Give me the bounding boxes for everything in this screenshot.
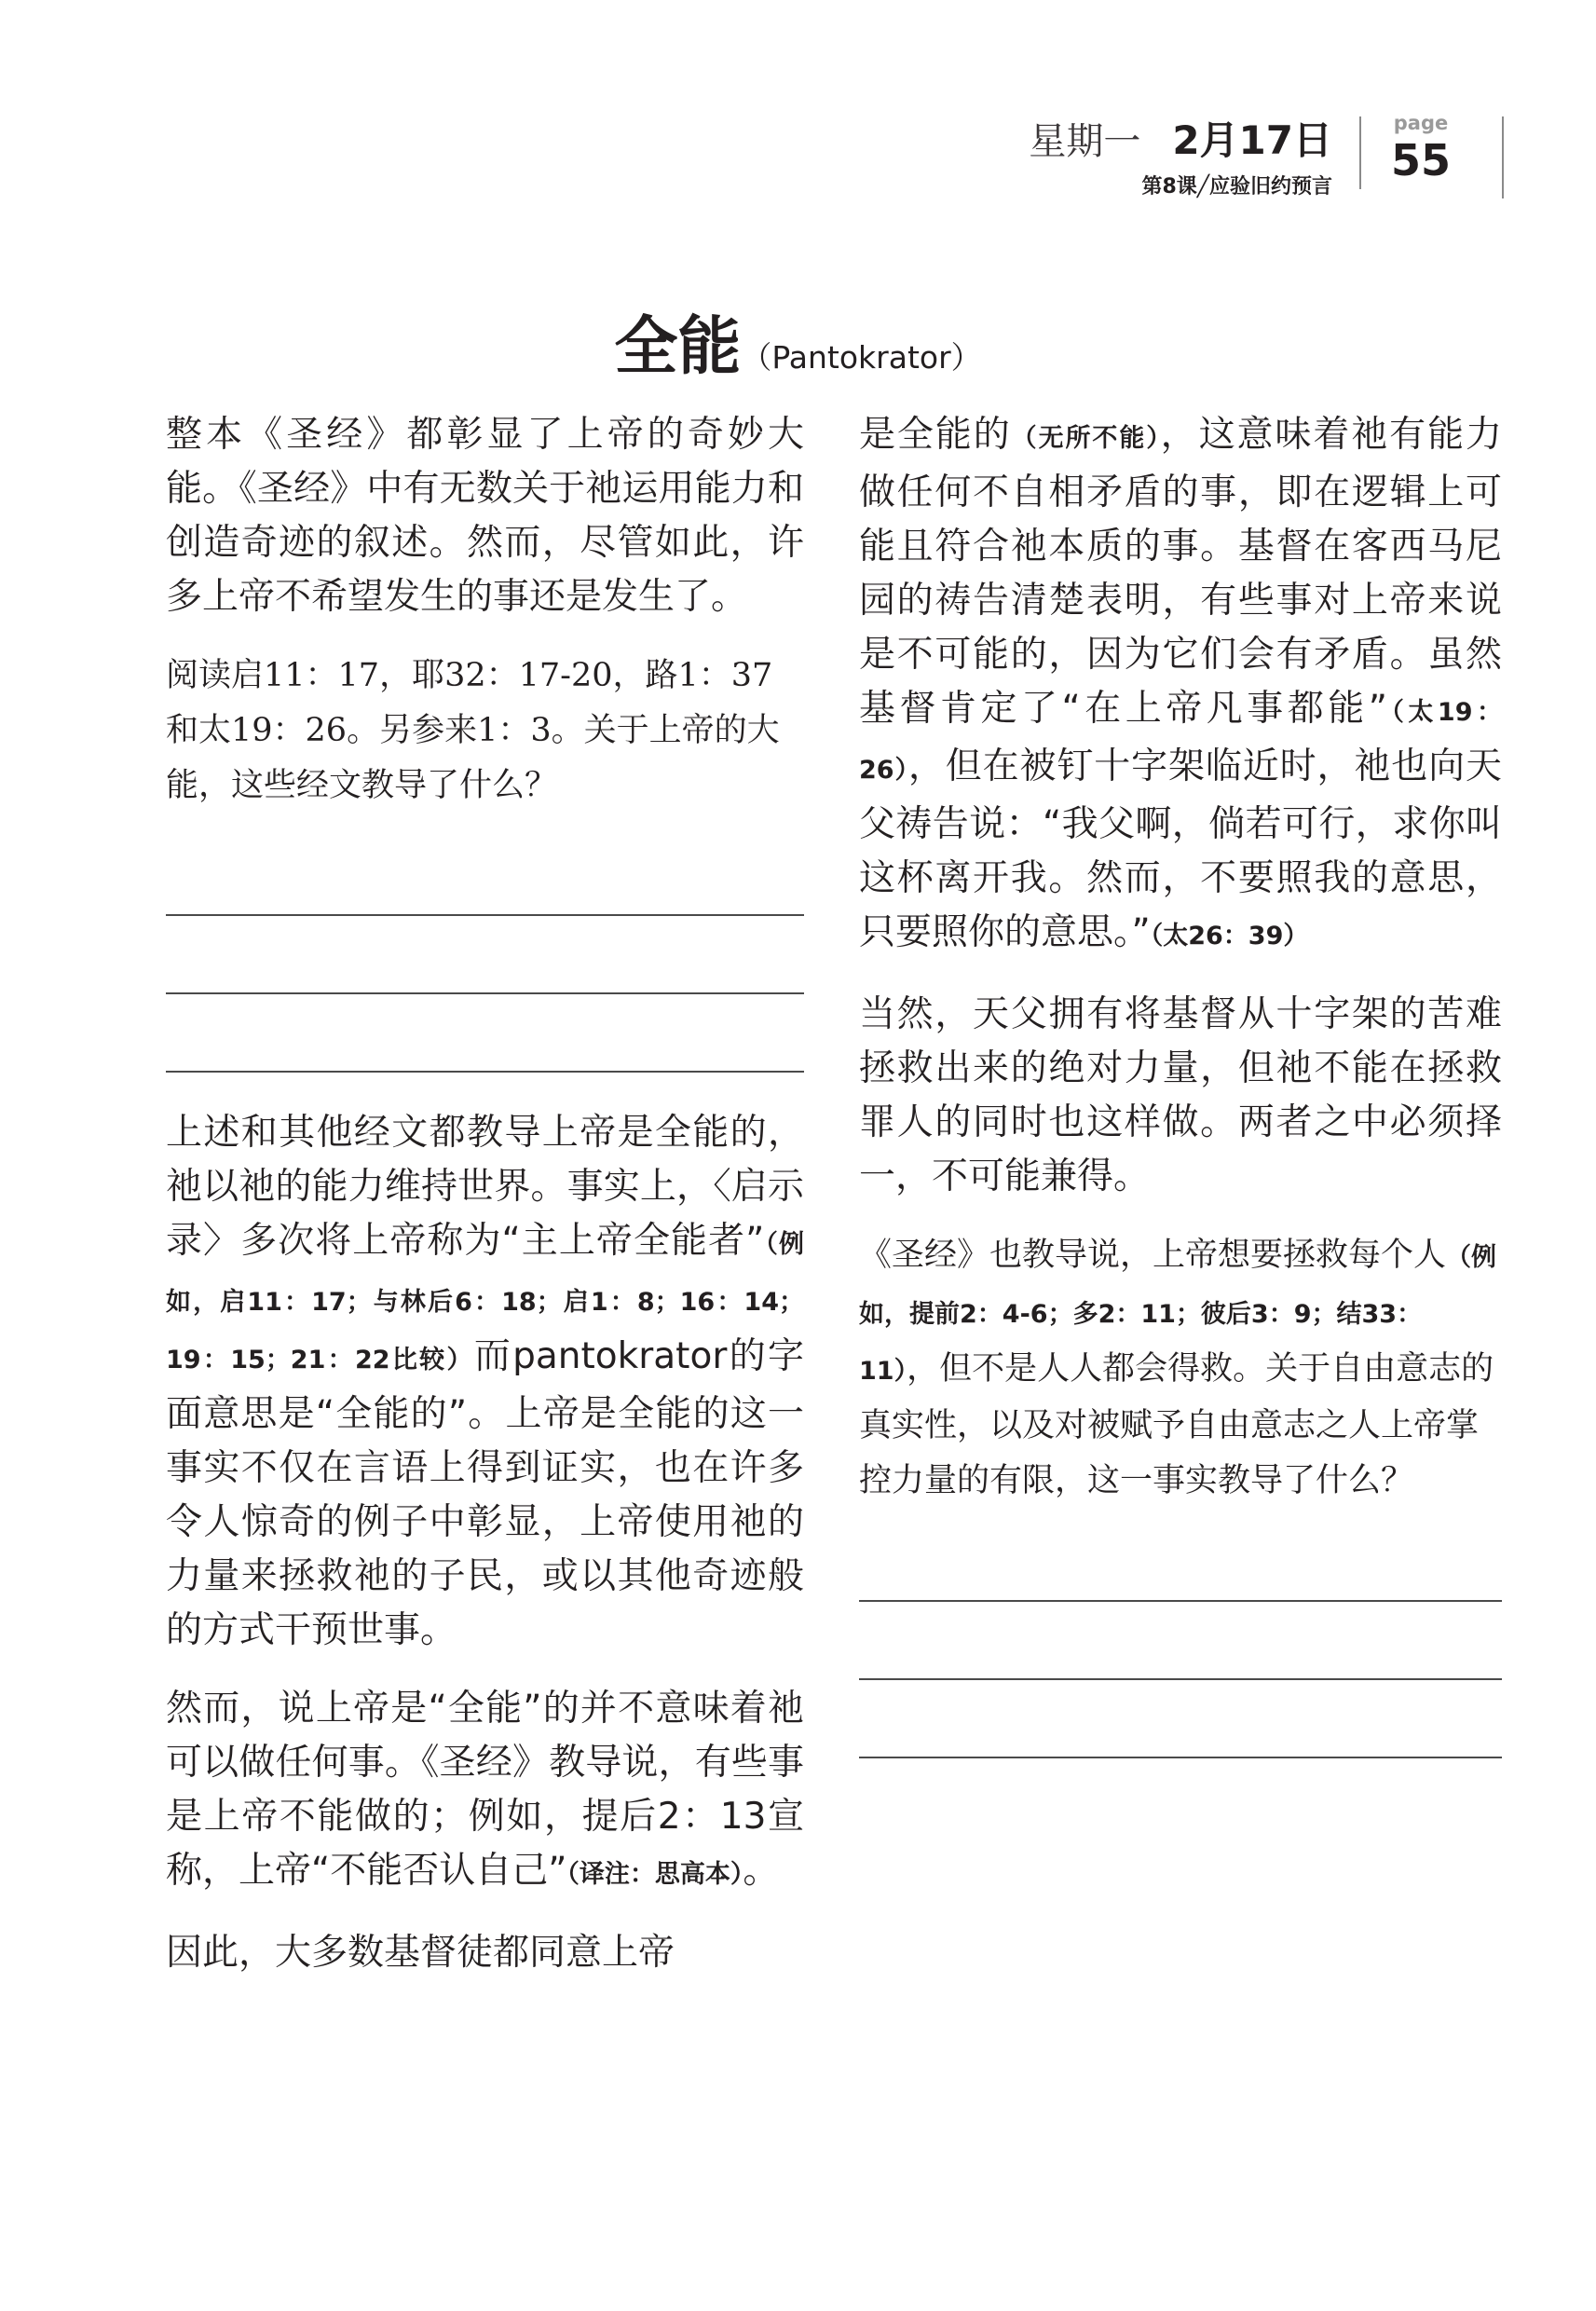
title-sub: （Pantokrator） [741,339,982,376]
paragraph: 因此，大多数基督徒都同意上帝 [166,1932,675,1974]
section-title [0,296,1596,387]
scripture-reference: （例如，启11：17；与林后6：18；启1：8；16：14；19：15；21：22比较） [166,1230,804,1374]
answer-line[interactable] [166,916,804,994]
lesson-label: 第8课╱应验旧约预言 [1141,175,1332,198]
page-edge-line [1502,116,1504,198]
answer-line[interactable] [166,840,804,916]
scripture-reference: （例如，提前2：4-6；多2：11；彼后3：9；结33：11） [859,1243,1497,1386]
right-column [859,408,1502,1758]
paragraph: 上述和其他经文都教导上帝是全能的，祂以祂的能力维持世界。事实上，〈启示录〉多次将上帝称为“主上帝全能者”（例如，启11：17；与林后6：18；启1：8；16：14；19：15；21：22比较）而pantokrator的字面意思是“全能的”。上帝是全能的这一事实不仅在言语上得到证实，也在许多令人惊奇的例子中彰显，上帝使用祂的力量来拯救祂的子民，或以其他奇迹般的方式干预世事。 [166,1112,805,1651]
header-divider [1359,116,1361,189]
paragraph: 是全能的（无所不能），这意味着祂有能力做任何不自相矛盾的事，即在逻辑上可能且符合祂本质的事。基督在客西马尼园的祷告清楚表明，有些事对上帝来说是不可能的，因为它们会有矛盾。虽然基督肯定了“在上帝凡事都能”（太19：26），但在被钉十字架临近时，祂也向天父祷告说：“我父啊，倘若可行，求你叫这杯离开我。然而，不要照我的意思，只要照你的意思。”（太26：39） [859,414,1502,953]
study-question: 阅读启11：17，耶32：17-20，路1：37和太19：26。另参来1：3。关于上帝的大能，这些经文教导了什么？ [166,657,780,804]
header-info [1029,119,1332,199]
translator-note: （译注：思高本） [566,1860,743,1889]
page-label: page [1393,112,1449,134]
date: 2月17日 [1172,117,1332,163]
answer-lines [166,840,804,1073]
answer-line[interactable] [859,1602,1502,1680]
scripture-reference: （无所不能） [1011,424,1161,453]
answer-line[interactable] [859,1680,1502,1758]
scripture-reference: （太19：26） [859,698,1502,785]
answer-lines [859,1535,1502,1758]
answer-line[interactable] [859,1535,1502,1602]
weekday: 星期一 [1029,120,1141,163]
page-number-block [1384,112,1458,186]
title-main: 全能 [614,310,742,384]
answer-line[interactable] [166,994,804,1073]
left-column [166,408,804,2004]
paragraph: 然而，说上帝是“全能”的并不意味着祂可以做任何事。《圣经》教导说，有些事是上帝不能做的；例如，提后2：13宣称，上帝“不能否认自己”（译注：思高本）。 [166,1688,804,1892]
scripture-reference: （太26：39） [1150,922,1309,950]
study-question: 《圣经》也教导说，上帝想要拯救每个人（例如，提前2：4-6；多2：11；彼后3：9；结33：11），但不是人人都会得救。关于自由意志的真实性，以及对被赋予自由意志之人上帝掌控力量的有限，这一事实教导了什么？ [859,1237,1497,1499]
paragraph: 整本《圣经》都彰显了上帝的奇妙大能。《圣经》中有无数关于祂运用能力和创造奇迹的叙述。然而，尽管如此，许多上帝不希望发生的事还是发生了。 [166,414,804,618]
page-number: 55 [1390,135,1451,185]
paragraph: 当然，天父拥有将基督从十字架的苦难拯救出来的绝对力量，但祂不能在拯救罪人的同时也这样做。两者之中必须择一，不可能兼得。 [859,993,1502,1197]
